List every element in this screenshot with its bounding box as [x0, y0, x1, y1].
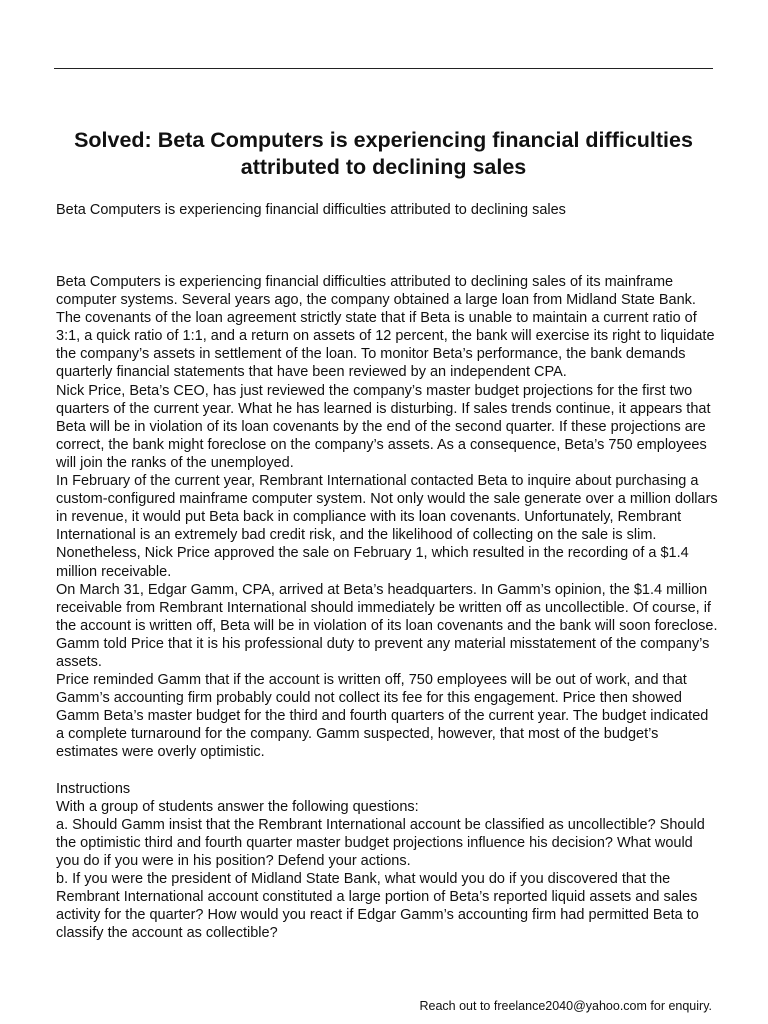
- question-a: a. Should Gamm insist that the Rembrant International account be classified as uncollectible? Should the optimistic third and fourth quarter master budget projections influence his decision? What would you do if you were in his position? Defend your actions.: [56, 816, 705, 869]
- header-rule: [54, 68, 713, 69]
- paragraph-spacer: [56, 762, 718, 780]
- body-paragraph-3: In February of the current year, Rembrant International contacted Beta to inquire about purchasing a custom-configured mainframe computer system. Not only would the sale generate over a million dollars in revenue, it would put Beta back in compliance with its loan covenants. Unfortunately, Rembrant International is an extremely bad credit risk, and the likelihood of collecting on the sale is slim. Nonetheless, Nick Price approved the sale on February 1, which resulted in the recording of a $1.4 million receivable.: [56, 473, 718, 580]
- body-paragraph-4: On March 31, Edgar Gamm, CPA, arrived at Beta’s headquarters. In Gamm’s opinion, the $1.4 million receivable from Rembrant International should immediately be written off as uncollectible. Of course, if the account is written off, Beta will be in violation of its loan covenants and the bank will soon foreclose. Gamm told Price that it is his professional duty to prevent any material misstatement of the company’s assets.: [56, 581, 718, 670]
- instructions-heading: Instructions: [56, 780, 131, 797]
- page-title: Solved: Beta Computers is experiencing financial difficulties attributed to declining sales: [74, 128, 693, 179]
- footer-contact-note: Reach out to freelance2040@yahoo.com for enquiry.: [419, 999, 712, 1013]
- body-paragraph-5: Price reminded Gamm that if the account is written off, 750 employees will be out of work, and that Gamm’s accounting firm probably could not collect its fee for this engagement. Price then showed Gamm Beta’s master budget for the third and fourth quarters of the current year. The budget indicated a complete turnaround for the company. Gamm suspected, however, that most of the budget’s estimates were overly optimistic.: [56, 672, 709, 761]
- body-paragraph-1: Beta Computers is experiencing financial difficulties attributed to declining sales of its mainframe computer systems. Several years ago, the company obtained a large loan from Midland State Bank. The covenants of the loan agreement strictly state that if Beta is unable to maintain a current ratio of 3:1, a quick ratio of 1:1, and a return on assets of 12 percent, the bank will exercise its right to liquidate the company’s assets in settlement of the loan. To monitor Beta’s performance, the bank demands quarterly financial statements that have been reviewed by an independent CPA.: [56, 274, 715, 381]
- document-body: [56, 273, 718, 942]
- question-b: b. If you were the president of Midland State Bank, what would you do if you discovered that the Rembrant International account constituted a large portion of Beta’s reported liquid assets and sales activity for the quarter? How would you react if Edgar Gamm’s accounting firm had permitted Beta to classify the account as collectible?: [56, 871, 699, 942]
- instructions-intro: With a group of students answer the following questions:: [56, 798, 419, 815]
- page-subtitle: Beta Computers is experiencing financial difficulties attributed to declining sales: [56, 202, 566, 218]
- body-paragraph-2: Nick Price, Beta’s CEO, has just reviewed the company’s master budget projections for the first two quarters of the current year. What he has learned is disturbing. If sales trends continue, it appears that Beta will be in violation of its loan covenants by the end of the second quarter. If these projections are correct, the bank might foreclose on the company’s assets. As a consequence, Beta’s 750 employees will join the ranks of the unemployed.: [56, 382, 711, 471]
